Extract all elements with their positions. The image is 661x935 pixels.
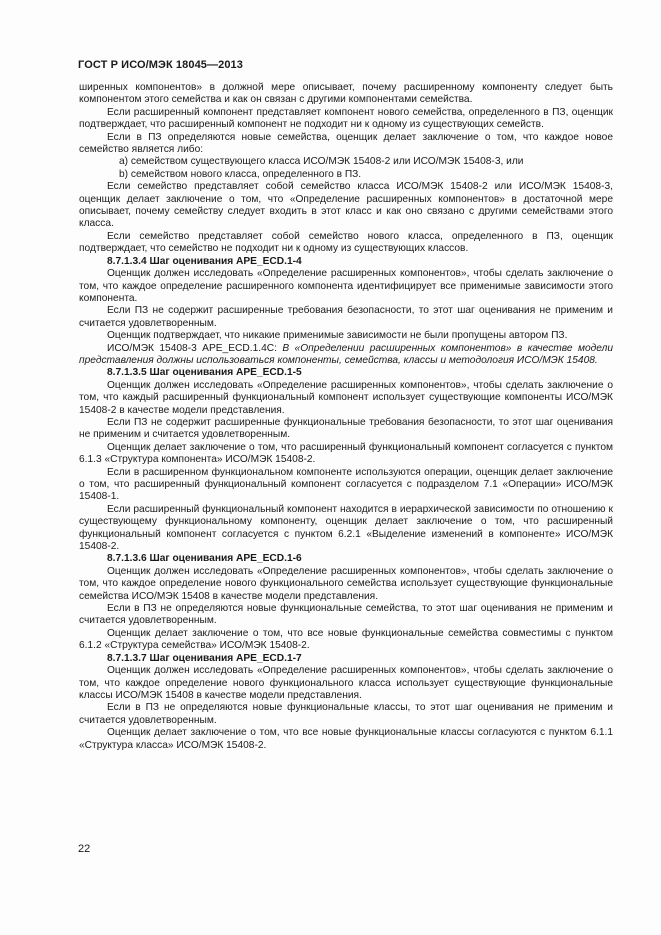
section-heading: 8.7.1.3.4 Шаг оценивания APE_ECD.1-4 (107, 255, 302, 267)
section-heading: 8.7.1.3.5 Шаг оценивания APE_ECD.1-5 (107, 367, 302, 379)
requirement-paragraph (79, 343, 613, 368)
paragraph: Если в ПЗ определяются новые семейства, оценщик делает заключение о том, что каждое новое семейство является либо: (79, 131, 613, 156)
page-number: 22 (78, 843, 91, 855)
paragraph: Оценщик делает заключение о том, что все новые функциональные классы согласуются с пунктом 6.1.1 «Структура класса» ИСО/МЭК 15408-2. (79, 727, 613, 751)
paragraph: Если ПЗ не содержит расширенные требования безопасности, то этот шаг оценивания не применим и считается удовлетворенным. (79, 305, 613, 329)
list-item: b) семейством нового класса, определенного в ПЗ. (119, 168, 362, 180)
paragraph: Оценщик подтверждает, что никакие применимые зависимости не были пропущены автором ПЗ. (107, 330, 568, 342)
document-body (79, 82, 613, 752)
requirement-ref: ИСО/МЭК 15408-3 APE_ECD.1.4C: (107, 342, 283, 354)
paragraph: Оценщик делает заключение о том, что расширенный функциональный компонент согласуется с пунктом 6.1.3 «Структура компонента» ИСО/МЭК 15408-2. (79, 441, 613, 466)
paragraph: Оценщик должен исследовать «Определение расширенных компонентов», чтобы сделать заключение о том, что каждое определение расширенного компонента идентифицирует все применимые зависимости этого компонента. (79, 268, 613, 304)
paragraph: Оценщик должен исследовать «Определение расширенных компонентов», чтобы сделать заключение о том, что каждый расширенный функциональный компонент использует существующие компоненты ИСО/МЭК 15408-2 в качестве модели представления. (79, 379, 613, 416)
section-heading: 8.7.1.3.6 Шаг оценивания APE_ECD.1-6 (107, 553, 302, 565)
document-header: ГОСТ Р ИСО/МЭК 18045—2013 (78, 59, 243, 71)
paragraph: Если расширенный функциональный компонент находится в иерархической зависимости по отношению к существующему функциональному компоненту, оценщик делает заключение о том, что расширенный функциональный компонент согласуется с пунктом 6.2.1 «Выделение изменений в компоненте» ИСО/МЭК 15408-2. (79, 503, 613, 553)
paragraph: Оценщик должен исследовать «Определение расширенных компонентов», чтобы сделать заключение о том, что каждое определение нового функционального класса использует существующие функциональные классы ИСО/МЭК 15408 в качестве модели представления. (79, 665, 613, 701)
section-heading: 8.7.1.3.7 Шаг оценивания APE_ECD.1-7 (107, 652, 302, 664)
paragraph: Если семейство представляет собой семейство нового класса, определенного в ПЗ, оценщик подтверждает, что семейство не подходит ни к одному из существующих классов. (79, 230, 613, 255)
paragraph: Оценщик делает заключение о том, что все новые функциональные семейства совместимы с пунктом 6.1.2 «Структура семейства» ИСО/МЭК 15408-2. (79, 627, 613, 652)
paragraph: Если в ПЗ не определяются новые функциональные семейства, то этот шаг оценивания не применим и считается удовлетворенным. (79, 603, 613, 627)
paragraph: Если в ПЗ не определяются новые функциональные классы, то этот шаг оценивания не применим и считается удовлетворенным. (79, 702, 613, 726)
requirement-text: В «Определении расширенных компонентов» в качестве модели представления должны использоваться компоненты, семейства, классы и методология ИСО/МЭК 15408. (79, 342, 613, 366)
paragraph: Если расширенный компонент представляет компонент нового семейства, определенного в ПЗ, оценщик подтверждает, что расширенный компонент не подходит ни к одному из существующих семейств. (79, 106, 613, 131)
paragraph: Оценщик должен исследовать «Определение расширенных компонентов», чтобы сделать заключение о том, что каждое определение нового функционального семейства использует существующие функциональные семейства ИСО/МЭК 15408 в качестве модели представления. (79, 565, 613, 602)
paragraph: ширенных компонентов» в должной мере описывает, почему расширенному компоненту следует быть компонентом этого семейства и как он связан с другими компонентами семейства. (79, 82, 613, 106)
paragraph: Если ПЗ не содержит расширенные функциональные требования безопасности, то этот шаг оценивания не применим и считается удовлетворенным. (79, 416, 613, 441)
paragraph: Если в расширенном функциональном компоненте используются операции, оценщик делает заключение о том, что расширенный функциональный компонент согласуется с подразделом 7.1 «Операции» ИСО/МЭК 15408-1. (79, 466, 613, 503)
list-item: a) семейством существующего класса ИСО/МЭК 15408-2 или ИСО/МЭК 15408-3, или (119, 156, 524, 168)
paragraph: Если семейство представляет собой семейство класса ИСО/МЭК 15408-2 или ИСО/МЭК 15408-3, оценщик делает заключение о том, что «Определение расширенных компонентов» в достаточной мере описывает, почему семейству следует входить в этот класс и как оно связано с другими семействами этого класса. (79, 181, 613, 230)
